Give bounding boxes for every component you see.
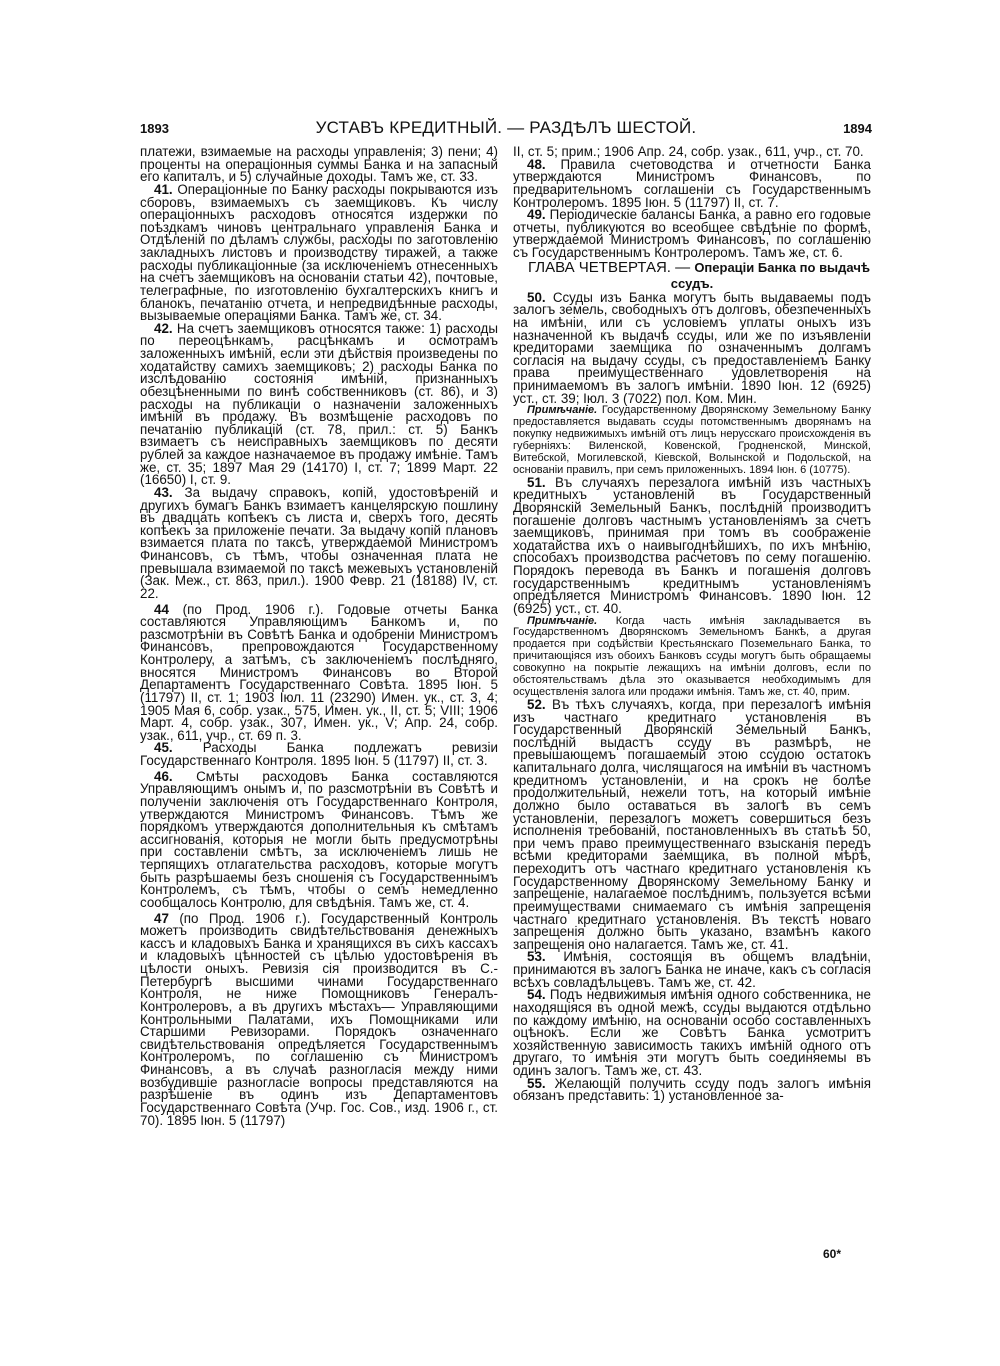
article-44	[140, 601, 498, 743]
article-text: Въ тѣхъ случаяхъ, когда, при перезалогѣ имѣнія изъ частнаго кредитнаго установленія въ Государственный Дворянскій Земельный Банкъ, послѣдній выдастъ ссуду въ размѣрѣ, не превышающемъ погашаемый этою ссудою остатокъ капитальнаго долга, числящагося на имѣніи въ частномъ кредитномъ установленіи, и на срокъ не болѣе продолжительный, нежели тотъ, на который имѣніе должно было оставаться въ залогѣ въ семъ установленіи, перезалогъ можетъ совершиться безъ исполненія требованій, постановленныхъ въ статьѣ 50, при чемъ право преимущественнаго взысканія передъ всѣми кредиторами заемщика, въ полной мѣрѣ, переходитъ отъ частнаго кредитнаго установленія къ Государственному Дворянскому Земельному Банку и запрещеніе, налагаемое послѣднимъ, пользуется всѣми преимуществами снимаемаго съ имѣнія запрещенія частнаго кредитнаго установленія. Въ текстѣ новаго запрещенія должно быть указано, взамѣнъ какого запрещенія оно налагается. Тамъ же, ст. 41.	[513, 696, 871, 952]
article-number: 50.	[527, 289, 546, 305]
article-number: 44	[154, 601, 169, 617]
article-41	[140, 181, 498, 324]
article-number: 45.	[154, 740, 173, 756]
article-52	[513, 696, 871, 952]
article-number: 49.	[527, 207, 546, 223]
article-number: 48.	[527, 156, 546, 172]
running-title: УСТАВЪ КРЕДИТНЫЙ. — РАЗДѢЛЪ ШЕСТОЙ.	[315, 118, 697, 137]
article-number: 52.	[527, 696, 546, 712]
article-text: Правила счетоводства и отчетности Банка утверждаются Министромъ Финансовъ, по предварительномъ соглашеніи съ Государственнымъ Контролеромъ. 1895 Іюн. 5 (11797) II, ст. 7.	[513, 156, 871, 210]
article-number: 51.	[527, 474, 546, 490]
article-text: Въ случаяхъ перезалога имѣній изъ частныхъ кредитныхъ установленій въ Государственный Дворянскій Земельный Банкъ, послѣдній производитъ погашеніе долговъ частнымъ установленіямъ за счетъ заемщиковъ, принимая при томъ въ соображеніе ходатайства ихъ о наивыгоднѣйшихъ, по ихъ мнѣнію, способахъ производства расчетовъ по сему погашенію. Порядокъ перевода въ Банкъ и погашенія долговъ государственнымъ кредитнымъ установленіямъ опредѣляется Министромъ Финансовъ. 1890 Іюн. 12 (6925) уст., ст. 40.	[513, 474, 871, 616]
article-48	[513, 156, 871, 210]
article-51	[513, 474, 871, 616]
article-number: 53.	[527, 949, 546, 965]
note-label: Примѣчаніе.	[527, 614, 598, 627]
note-article-51	[513, 616, 871, 699]
left-column	[140, 146, 498, 1127]
chapter-label: ГЛАВА ЧЕТВЕРТАЯ. —	[527, 258, 691, 276]
article-text: Смѣты расходовъ Банка составляются Управляющимъ онымъ и, по разсмотрѣніи въ Совѣтѣ и полученіи заключенія отъ Государственнаго Контроля, утверждаются Министромъ Финансовъ. Тѣмъ же порядкомъ утверждаются дополнительныя къ смѣтамъ ассигнованія, которыя не могли быть предусмотрѣны при составленіи смѣтъ, за исключеніемъ лишь не терпящихъ отлагательства расходовъ, которые могутъ быть разрѣшаемы безъ сношенія съ Государственнымъ Контролемъ, съ тѣмъ, чтобы о семъ немедленно сообщалось Контролю, для свѣдѣнія. Тамъ же, ст. 4.	[140, 768, 498, 910]
article-text: Періодическіе балансы Банка, а равно его годовые отчеты, публикуются во всеобщее свѣдѣніе по формѣ, утверждаемой Министромъ Финансовъ, по соглашенію съ Государственнымъ Контролеромъ. Тамъ же, ст. 6.	[513, 207, 871, 260]
note-label: Примѣчаніе.	[527, 404, 598, 417]
article-54	[513, 989, 871, 1077]
article-number: 55.	[527, 1075, 546, 1091]
chapter-title: Операціи Банка по выдачѣ ссудъ.	[670, 259, 870, 291]
article-text: Ссуды изъ Банка могутъ быть выдаваемы подъ залогъ земель, свободныхъ отъ долговъ, обезпеченныхъ на имѣніи, или съ условіемъ уплаты оныхъ изъ назначенной къ выдачѣ ссуды, или же по изъявленіи кредиторами заемщика по означеннымъ долгамъ согласія на выдачу ссуды, съ предоставленіемъ Банку права преимущественнаго удовлетворенія на принимаемомъ въ залогъ имѣніи. 1890 Іюн. 12 (6925) уст., ст. 39; Іюл. 3 (7022) пол. Ком. Мин.	[513, 289, 871, 406]
page-number-right: 1894	[843, 121, 872, 136]
chapter-heading	[513, 260, 871, 292]
signature-mark: 60*	[823, 1247, 842, 1261]
article-number: 47	[154, 910, 169, 926]
article-53	[513, 951, 871, 989]
article-number: 46.	[154, 768, 173, 784]
running-header	[140, 118, 872, 140]
article-42	[140, 320, 498, 488]
article-45	[140, 742, 498, 767]
article-number: 43.	[154, 484, 173, 500]
article-46	[140, 768, 498, 910]
article-text: Желающій получить ссуду подъ залогъ имѣнія обязанъ представить: 1) установленное за-	[513, 1075, 871, 1104]
article-text: Операціонные по Банку расходы покрываются изъ сборовъ, взимаемыхъ съ заемщиковъ. Къ числу операціонныхъ расходовъ относятся издержки по поѣздкамъ чиновъ центральнаго управленія Банка и Отдѣленій по дѣламъ службы, расходы по заготовленію закладныхъ листовъ и производству тиражей, а также расходы публикаціонные (за исключеніемъ отнесенныхъ на счетъ заемщиковъ на основаніи статьи 42), почтовые, телеграфные, по изготовленію бухгалтерскихъ книгъ и бланокъ, печатанію отчета, и непредвидѣнные расходы, вызываемые операціями Банка. Тамъ же, ст. 34.	[140, 181, 498, 324]
paragraph-continuation: II, ст. 5; прим.; 1906 Апр. 24, собр. узак., 611, учр., ст. 70.	[513, 144, 864, 159]
paragraph-continuation: платежи, взимаемые на расходы управленія; 3) пени; 4) проценты на операціонныя суммы Банка и на запасный его капиталъ, и 5) случайные доходы. Тамъ же, ст. 33.	[140, 144, 498, 185]
right-column	[513, 146, 871, 1103]
article-text: На счетъ заемщиковъ относятся также: 1) расходы по переоцѣнкамъ, расцѣнкамъ и осмотрамъ заложенныхъ имѣній, если эти дѣйствія произведены по ходатайству самихъ заемщиковъ; 2) расходы Банка по изслѣдованію состоянія имѣній, признанныхъ обезцѣненными по винѣ собственниковъ (ст. 86), и 3) расходы на публикаціи о назначеніи заложенныхъ имѣній въ продажу. Въ возмѣщеніе расходовъ по печатанію публикацій (ст. 78, прил.: ст. 5) Банкъ взимаетъ съ неисправныхъ заемщиковъ по десяти рублей за каждое назначаемое въ продажу имѣніе. Тамъ же, ст. 35; 1897 Мая 29 (14170) I, ст. 7; 1899 Март. 22 (16650) I, ст. 9.	[140, 320, 498, 488]
article-text: За выдачу справокъ, копій, удостовѣреній и другихъ бумагъ Банкъ взимаетъ канцелярскую пошлину въ двадцать копѣекъ съ листа и, сверхъ того, десять копѣекъ за приложеніе печати. За выдачу копій плановъ взимается плата по таксѣ, утверждаемой Министромъ Финансовъ, съ тѣмъ, чтобы означенная плата не превышала взимаемой по таксѣ межевыхъ установленій (Зак. Меж., ст. 863, прил.). 1900 Февр. 21 (18188) IV, ст. 22.	[140, 484, 498, 601]
article-text: (по Прод. 1906 г.). Годовые отчеты Банка составляются Управляющимъ Банкомъ и, по разсмотрѣніи въ Совѣтѣ Банка и одобреніи Министромъ Финансовъ, препровождаются Государственному Контролеру, а затѣмъ, съ заключеніемъ послѣдняго, вносятся Министромъ Финансовъ во Второй Департаментъ Государственнаго Совѣта. 1895 Іюн. 5 (11797) II, ст. 1; 1903 Іюл. 11 (23290) Имен. ук., ст. 3, 4; 1905 Мая 6, собр. узак., 575, Имен. ук., II, ст. 5; VIII; 1906 Март. 4, собр. узак., 307, Имен. ук., V; Апр. 24, собр. узак., 611, учр., ст. 69 п. 3.	[140, 601, 498, 743]
article-text: Имѣнія, состоящія въ общемъ владѣніи, принимаются въ залогъ Банка не иначе, какъ съ согласія всѣхъ совладѣльцевъ. Тамъ же, ст. 42.	[513, 949, 871, 990]
article-number: 41.	[154, 181, 173, 197]
article-47	[140, 910, 498, 1128]
article-text: (по Прод. 1906 г.). Государственный Контроль можетъ производить свидѣтельствованія денежныхъ кассъ и кладовыхъ Банка и хранящихся въ сихъ кассахъ и кладовыхъ цѣнностей съ цѣлью удостовѣренія въ цѣлости оныхъ. Ревизія сія производится въ С.-Петербургѣ высшими чинами Государственнаго Контроля, не ниже Помощниковъ Генералъ-Контролеровъ, а въ другихъ мѣстахъ— Управляющими Контрольными Палатами, ихъ Помощниками или Старшими Ревизорами. Порядокъ означеннаго свидѣтельствованія опредѣляется Государственнымъ Контролеромъ, по соглашенію съ Министромъ Финансовъ, а въ случаѣ разногласія между ними возбудившіе разногласіе вопросы представляются на разрѣшеніе въ одинъ изъ Департаментовъ Государственнаго Совѣта (Учр. Гос. Сов., изд. 1906 г., ст. 70). 1895 Іюн. 5 (11797)	[140, 910, 498, 1128]
article-49	[513, 209, 871, 260]
article-number: 42.	[154, 320, 173, 336]
article-text: Расходы Банка подлежатъ ревизіи Государственнаго Контроля. 1895 Іюн. 5 (11797) II, ст. 3.	[140, 740, 498, 768]
article-55	[513, 1075, 871, 1104]
page-number-left: 1893	[140, 121, 169, 136]
article-number: 54.	[527, 987, 546, 1003]
note-article-50	[513, 405, 871, 476]
article-text: Подъ недвижимыя имѣнія одного собственника, не находящіяся въ одной межѣ, ссуды выдаются отдѣльно по каждому имѣнію, на основаніи особо составленныхъ оцѣнокъ. Если же Совѣтъ Банка усмотритъ хозяйственную зависимость такихъ имѣній одного отъ другаго, то имѣнія эти могутъ быть соединяемы въ одинъ залогъ. Тамъ же, ст. 43.	[513, 987, 871, 1079]
article-50	[513, 289, 871, 406]
note-text: Когда часть имѣнія закладывается въ Государственномъ Дворянскомъ Земельномъ Банкѣ, а другая продается при содѣйствіи Крестьянскаго Поземельнаго Банка, то причитающіяся изъ обоихъ Банковъ ссуды могутъ быть обращаемы совокупно на покрытіе лежащихъ на имѣніи долговъ, если по обстоятельствамъ дѣла это оказывается необходимымъ для осуществленія залога или продажи имѣнія. Тамъ же, ст. 40, прим.	[513, 614, 871, 698]
article-43	[140, 484, 498, 601]
note-text: Государственному Дворянскому Земельному Банку предоставляется выдавать ссуды потомственнымъ дворянамъ на покупку недвижимыхъ имѣній отъ лицъ нерусскаго происхожденія въ губерніяхъ: Виленской, Ковенской, Гродненской, Минской, Витебской, Могилевской, Кіевской, Волынской и Подольской, на основаніи правилъ, при семъ приложенныхъ. 1894 Іюн. 6 (10775).	[513, 404, 871, 476]
